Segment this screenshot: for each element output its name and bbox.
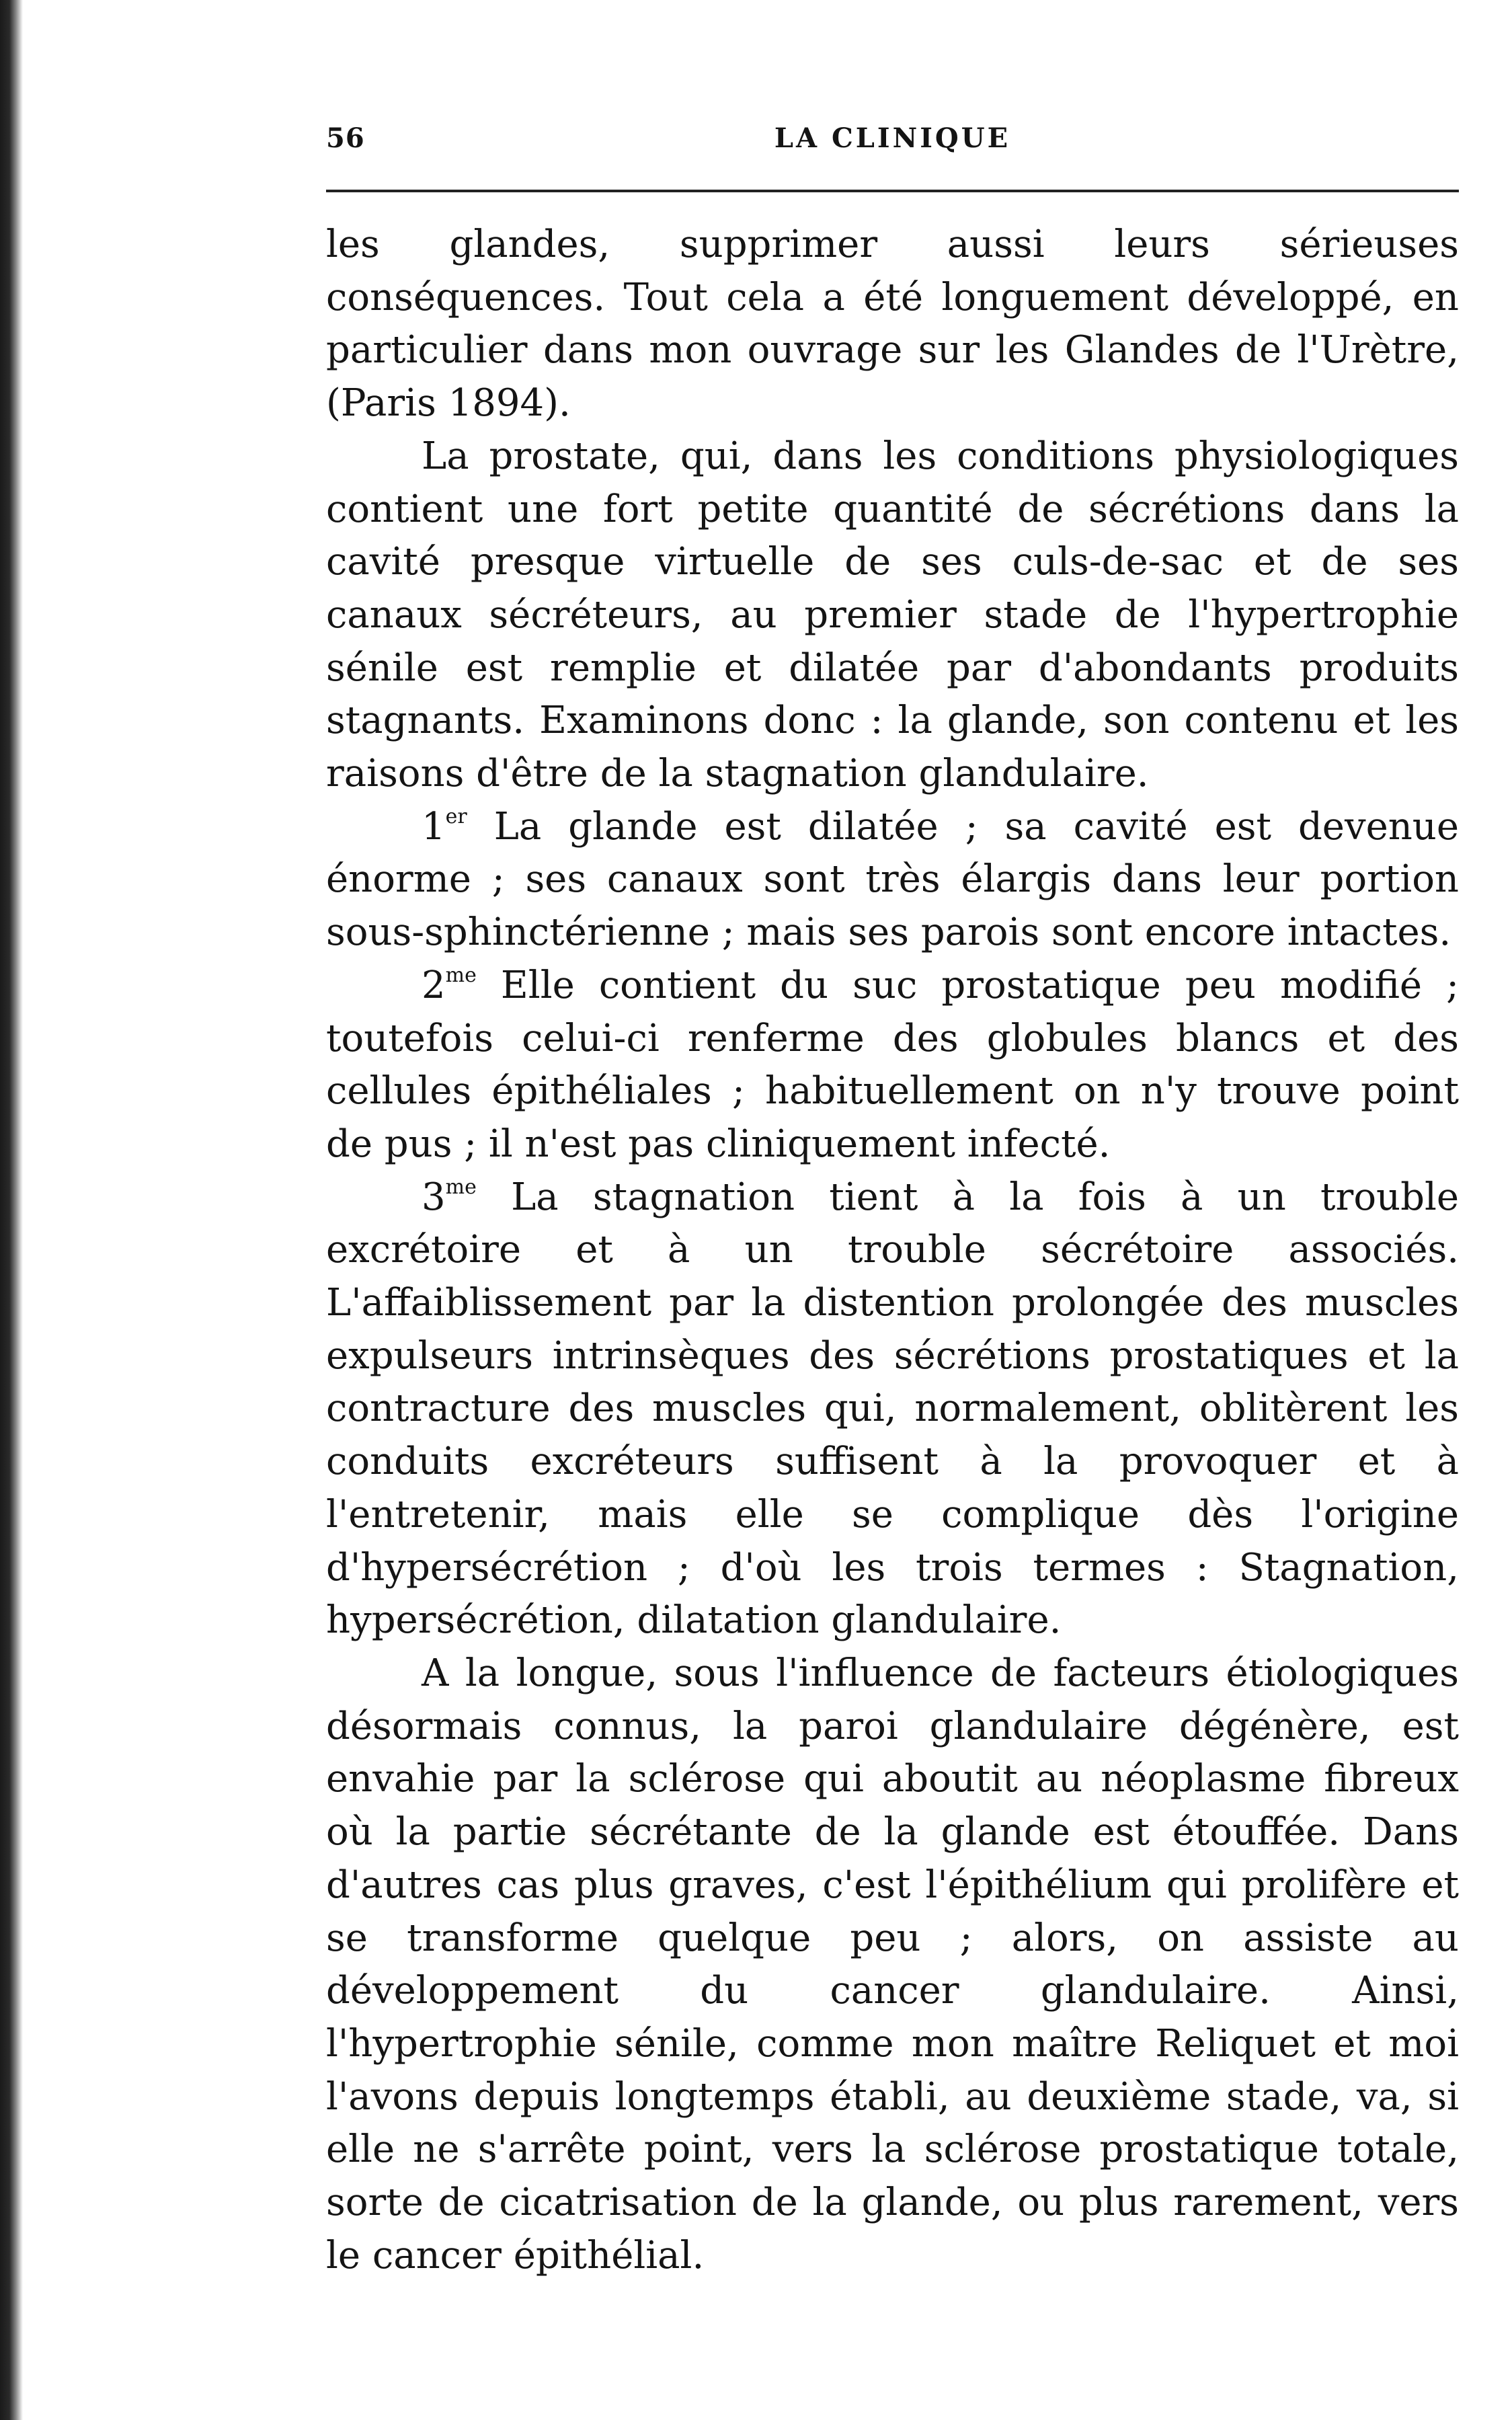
- paragraph-text: A la longue, sous l'influence de facteurs étiologiques désormais connus, la paroi glandulaire dégénère, est envahie par la sclérose qui aboutit au néoplasme fibreux où la partie sécrétante de la glande est étouffée. Dans d'autres cas plus graves, c'est l'épithélium qui prolifère et se transforme quelque peu ; alors, on assiste au développement du cancer glandulaire. Ainsi, l'hypertrophie sénile, comme mon maître Reliquet et moi l'avons depuis longtemps établi, au deuxième stade, va, si elle ne s'arrête point, vers la sclérose prostatique totale, sorte de cicatrisation de la glande, ou plus rarement, vers le cancer épithélial.: [326, 1651, 1459, 2277]
- paragraph-ordinal: 1: [422, 804, 446, 849]
- paragraph-conclusion: [326, 1647, 1459, 2282]
- paragraph-text: les glandes, supprimer aussi leurs sérieuses conséquences. Tout cela a été longuement développé, en particulier dans mon ouvrage sur les Glandes de l'Urètre, (Paris 1894).: [326, 223, 1459, 426]
- paragraph-ordinal-suffix: er: [445, 804, 467, 828]
- paragraph-ordinal: 2: [422, 963, 446, 1007]
- paragraph-continuation: [326, 219, 1459, 430]
- body-text: [326, 219, 1459, 2282]
- running-title: LA CLINIQUE: [774, 122, 1011, 154]
- paragraph-text: La glande est dilatée ; sa cavité est devenue énorme ; ses canaux sont très élargis dans leur portion sous-sphinctérienne ; mais ses parois sont encore intactes.: [326, 804, 1459, 955]
- paragraph-prostate: [326, 430, 1459, 801]
- paragraph-text: La stagnation tient à la fois à un trouble excrétoire et à un trouble sécrétoire associés. L'affaiblissement par la distention prolongée des muscles expulseurs intrinsèques des sécrétions prostatiques et la contracture des muscles qui, normalement, oblitèrent les conduits excréteurs suffisent à la provoquer et à l'entretenir, mais elle se complique dès l'origine d'hypersécrétion ; d'où les trois termes : Stagnation, hypersécrétion, dilatation glandulaire.: [326, 1175, 1459, 1643]
- paragraph-ordinal-suffix: me: [445, 963, 477, 987]
- paragraph-point-2: [326, 960, 1459, 1171]
- header-rule: [326, 190, 1459, 192]
- paragraph-point-3: [326, 1171, 1459, 1647]
- page-number: 56: [326, 122, 365, 154]
- paragraph-text: La prostate, qui, dans les conditions physiologiques contient une fort petite quantité de sécrétions dans la cavité presque virtuelle de ses culs-de-sac et de ses canaux sécréteurs, au premier stade de l'hypertrophie sénile est remplie et dilatée par d'abondants produits stagnants. Examinons donc : la glande, son contenu et les raisons d'être de la stagnation glandulaire.: [326, 434, 1459, 796]
- paragraph-ordinal-suffix: me: [445, 1175, 477, 1199]
- paragraph-text: Elle contient du suc prostatique peu modifié ; toutefois celui-ci renferme des globules blancs et des cellules épithéliales ; habituellement on n'y trouve point de pus ; il n'est pas cliniquement infecté.: [326, 963, 1459, 1166]
- scanned-page-binding-edge: [0, 0, 23, 2420]
- paragraph-ordinal: 3: [422, 1175, 446, 1219]
- paragraph-point-1: [326, 801, 1459, 960]
- running-head: [326, 122, 1459, 163]
